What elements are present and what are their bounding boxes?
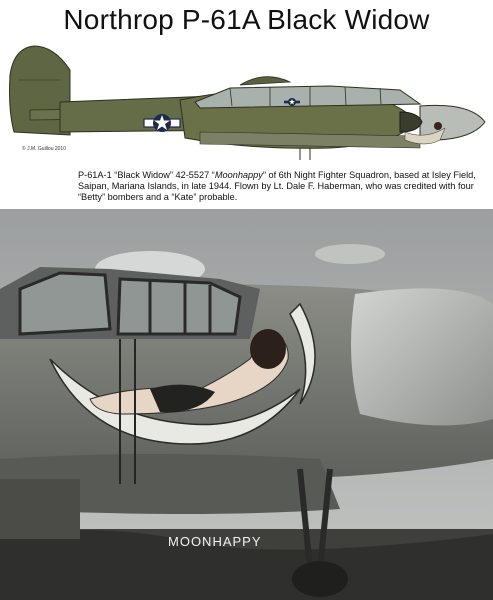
artist-credit: © J.M. Guillou 2010	[22, 146, 66, 152]
propeller-spinner	[400, 112, 422, 132]
aircraft-photo	[0, 209, 493, 600]
aircraft-profile-illustration	[0, 40, 493, 165]
page-title: Northrop P-61A Black Widow	[63, 4, 430, 35]
nose-cone	[351, 288, 493, 425]
canopy	[195, 86, 420, 108]
caption-text	[78, 170, 478, 204]
nose-art-text: MOONHAPPY	[168, 534, 262, 549]
caption-nickname: Moonhappy	[214, 170, 263, 180]
caption-part2: ” of 6th Night Fighter Squadron, based at Isley Field, Saipan, Mariana Islands, in late 1944. Flown by Lt. Dale F. Haberman, who was credited with four “Betty” bombers and a “Kate” probable.	[78, 170, 476, 203]
caption-part1: P-61A-1 “Black Widow” 42-5527 “	[78, 170, 215, 180]
